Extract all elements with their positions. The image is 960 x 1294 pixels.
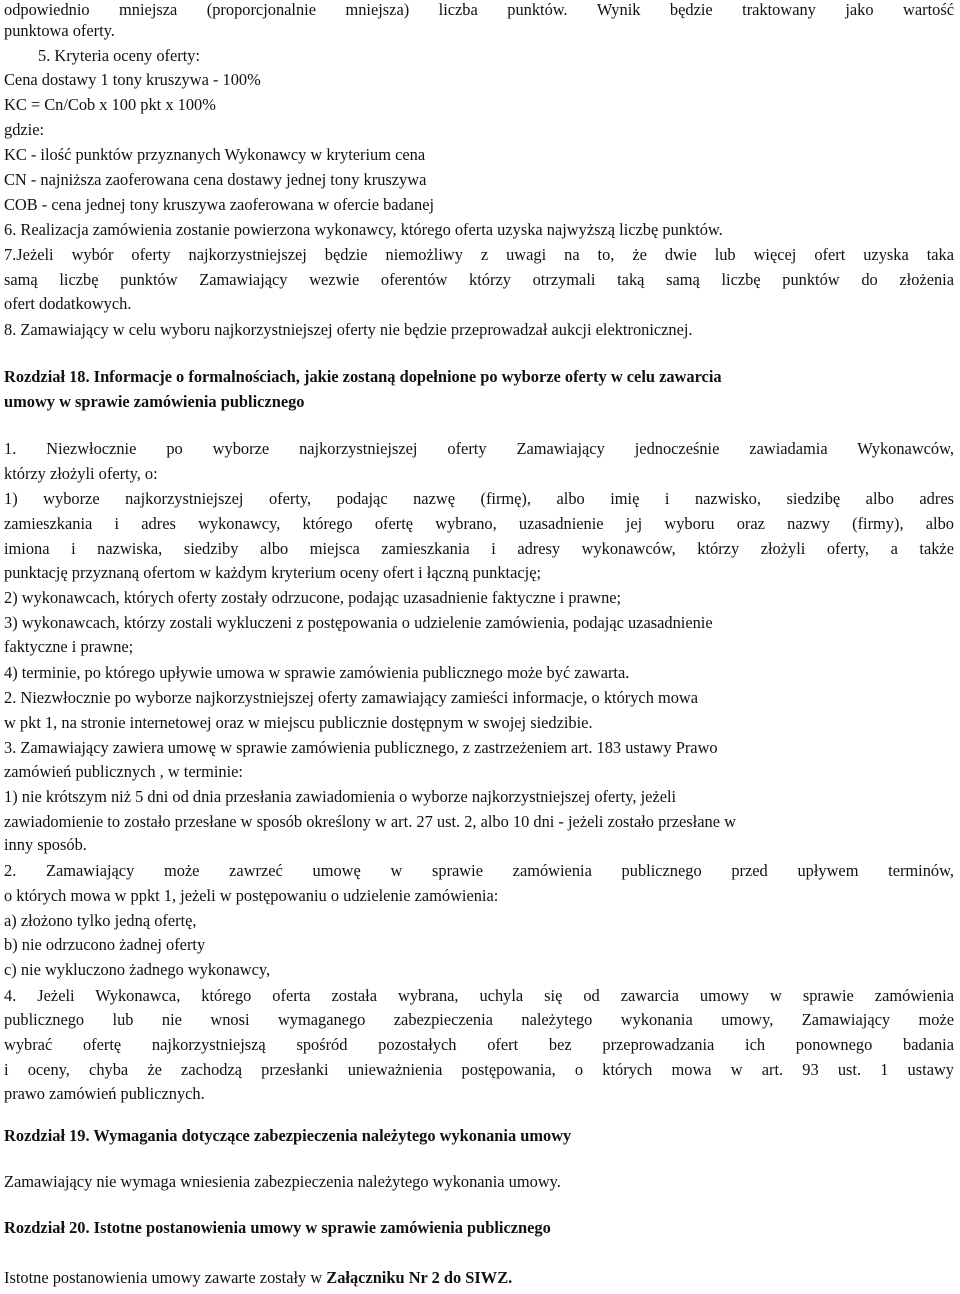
text-line — [38, 46, 960, 66]
text-line — [4, 886, 954, 906]
line-text: którzy złożyli oferty, o: — [4, 464, 158, 483]
text-line — [4, 762, 954, 782]
line-text: KC = Cn/Cob x 100 pkt x 100% — [4, 95, 216, 114]
text-line — [4, 0, 954, 20]
text-line — [4, 539, 954, 559]
line-text: KC - ilość punktów przyznanych Wykonawcy w kryterium cena — [4, 145, 426, 164]
line-text: inny sposób. — [4, 835, 87, 854]
text-line — [4, 960, 954, 980]
text-line — [4, 713, 954, 733]
text-line — [4, 120, 954, 140]
line-text: i oceny, chyba że zachodzą przesłanki unieważnienia postępowania, o których mowa w art. 93 ust. 1 ustawy — [4, 1060, 954, 1079]
line-text: ofert dodatkowych. — [4, 294, 132, 313]
line-text: wybrać ofertę najkorzystniejszą spośród pozostałych ofert bez przeprowadzania ich ponownego badania — [4, 1035, 954, 1054]
line-text: Zamawiający nie wymaga wniesienia zabezpieczenia należytego wykonania umowy. — [4, 1172, 561, 1191]
text-line — [4, 1268, 954, 1288]
line-text: 6. Realizacja zamówienia zostanie powierzona wykonawcy, którego oferta uzyska najwyższą liczbę punktów. — [4, 220, 723, 239]
line-text: Rozdział 18. Informacje o formalnościach, jakie zostaną dopełnione po wyborze oferty w celu zawarcia — [4, 367, 722, 386]
line-text: 4) terminie, po którego upływie umowa w sprawie zamówienia publicznego może być zawarta. — [4, 663, 630, 682]
line-text: 3. Zamawiający zawiera umowę w sprawie zamówienia publicznego, z zastrzeżeniem art. 183 ustawy Prawo — [4, 738, 718, 757]
line-text: 8. Zamawiający w celu wyboru najkorzystniejszej oferty nie będzie przeprowadzał aukcji elektronicznej. — [4, 320, 693, 339]
line-text: 1) nie krótszym niż 5 dni od dnia przesłania zawiadomienia o wyborze najkorzystniejszej oferty, jeżeli — [4, 787, 677, 806]
line-text: 5. Kryteria oceny oferty: — [38, 46, 201, 65]
text-line — [4, 95, 954, 115]
text-line — [4, 1010, 954, 1030]
line-text: prawo zamówień publicznych. — [4, 1084, 205, 1103]
line-text: 2. Zamawiający może zawrzeć umowę w sprawie zamówienia publicznego przed upływem terminów, — [4, 861, 954, 880]
text-line — [4, 1084, 954, 1104]
text-line — [4, 195, 954, 215]
text-line — [4, 861, 954, 881]
text-line — [4, 812, 954, 832]
text-line — [4, 911, 954, 931]
text-line — [4, 270, 954, 290]
text-line — [4, 588, 954, 608]
line-text: a) złożono tylko jedną ofertę, — [4, 911, 197, 930]
text-line — [4, 145, 954, 165]
line-text: Rozdział 19. Wymagania dotyczące zabezpieczenia należytego wykonania umowy — [4, 1126, 572, 1145]
line-text: 4. Jeżeli Wykonawca, którego oferta została wybrana, uchyla się od zawarcia umowy w sprawie zamówienia — [4, 986, 954, 1005]
line-text: 1) wyborze najkorzystniejszej oferty, podając nazwę (firmę), albo imię i nazwisko, siedzibę albo adres — [4, 489, 954, 508]
text-line — [4, 245, 954, 265]
text-line — [4, 738, 954, 758]
text-line — [4, 637, 954, 657]
line-text: punktowa oferty. — [4, 21, 115, 40]
line-text: Cena dostawy 1 tony kruszywa - 100% — [4, 70, 261, 89]
line-text: o których mowa w ppkt 1, jeżeli w postępowaniu o udzielenie zamówienia: — [4, 886, 499, 905]
attachment-reference: Załączniku Nr 2 do SIWZ. — [326, 1268, 513, 1287]
line-text: 3) wykonawcach, którzy zostali wykluczeni z postępowania o udzielenie zamówienia, podając uzasadnienie — [4, 613, 713, 632]
text-line — [4, 1172, 954, 1192]
line-text: 7.Jeżeli wybór oferty najkorzystniejszej będzie niemożliwy z uwagi na to, że dwie lub więcej ofert uzyska taka — [4, 245, 954, 264]
line-text: 2) wykonawcach, których oferty zostały odrzucone, podając uzasadnienie faktyczne i prawne; — [4, 588, 622, 607]
text-line — [4, 320, 954, 340]
text-line — [4, 70, 954, 90]
text-line — [4, 835, 954, 855]
text-line — [4, 986, 954, 1006]
text-line — [4, 613, 954, 633]
line-text: umowy w sprawie zamówienia publicznego — [4, 392, 305, 411]
text-line — [4, 663, 954, 683]
line-text: c) nie wykluczono żadnego wykonawcy, — [4, 960, 271, 979]
text-line — [4, 439, 954, 459]
text-line — [4, 1035, 954, 1055]
text-line — [4, 220, 954, 240]
text-line — [4, 688, 954, 708]
line-text: zawiadomienie to zostało przesłane w sposób określony w art. 27 ust. 2, albo 10 dni - jeżeli zostało przesłane w — [4, 812, 736, 831]
line-text: imiona i nazwiska, siedziby albo miejsca zamieszkania i adresy wykonawców, którzy złożyli oferty, a także — [4, 539, 954, 558]
text-line — [4, 787, 954, 807]
text-line — [4, 514, 954, 534]
line-text: zamieszkania i adres wykonawcy, którego ofertę wybrano, uzasadnienie jej wyboru oraz nazwy (firmy), albo — [4, 514, 954, 533]
line-text: publicznego lub nie wnosi wymaganego zabezpieczenia należytego wykonania umowy, Zamawiający może — [4, 1010, 954, 1029]
line-text: Istotne postanowienia umowy zawarte zostały w — [4, 1268, 327, 1287]
text-line — [4, 1060, 954, 1080]
text-line — [4, 170, 954, 190]
text-line — [4, 464, 954, 484]
line-text: samą liczbę punktów Zamawiający wezwie oferentów którzy otrzymali taką samą liczbę punktów do złożenia — [4, 270, 954, 289]
text-line — [4, 367, 954, 387]
line-text: 2. Niezwłocznie po wyborze najkorzystniejszej oferty zamawiający zamieści informacje, o których mowa — [4, 688, 699, 707]
line-text: 1. Niezwłocznie po wyborze najkorzystniejszej oferty Zamawiający jednocześnie zawiadamia Wykonawców, — [4, 439, 954, 458]
line-text: CN - najniższa zaoferowana cena dostawy jednej tony kruszywa — [4, 170, 427, 189]
text-line — [4, 489, 954, 509]
text-line — [4, 21, 954, 41]
text-line — [4, 294, 954, 314]
text-line — [4, 1126, 954, 1146]
line-text: COB - cena jednej tony kruszywa zaoferowana w ofercie badanej — [4, 195, 435, 214]
text-line — [4, 935, 954, 955]
line-text: punktację przyznaną ofertom w każdym kryterium oceny ofert i łączną punktację; — [4, 563, 542, 582]
line-text: faktyczne i prawne; — [4, 637, 134, 656]
line-text: zamówień publicznych , w terminie: — [4, 762, 243, 781]
line-text: gdzie: — [4, 120, 45, 139]
text-line — [4, 563, 954, 583]
line-text: b) nie odrzucono żadnej oferty — [4, 935, 206, 954]
text-line — [4, 392, 954, 412]
line-text: Rozdział 20. Istotne postanowienia umowy w sprawie zamówienia publicznego — [4, 1218, 551, 1237]
text-line — [4, 1218, 954, 1238]
line-text: odpowiednio mniejsza (proporcjonalnie mniejsza) liczba punktów. Wynik będzie traktowany jako wartość — [4, 0, 954, 19]
line-text: w pkt 1, na stronie internetowej oraz w miejscu publicznie dostępnym w swojej siedzibie. — [4, 713, 593, 732]
